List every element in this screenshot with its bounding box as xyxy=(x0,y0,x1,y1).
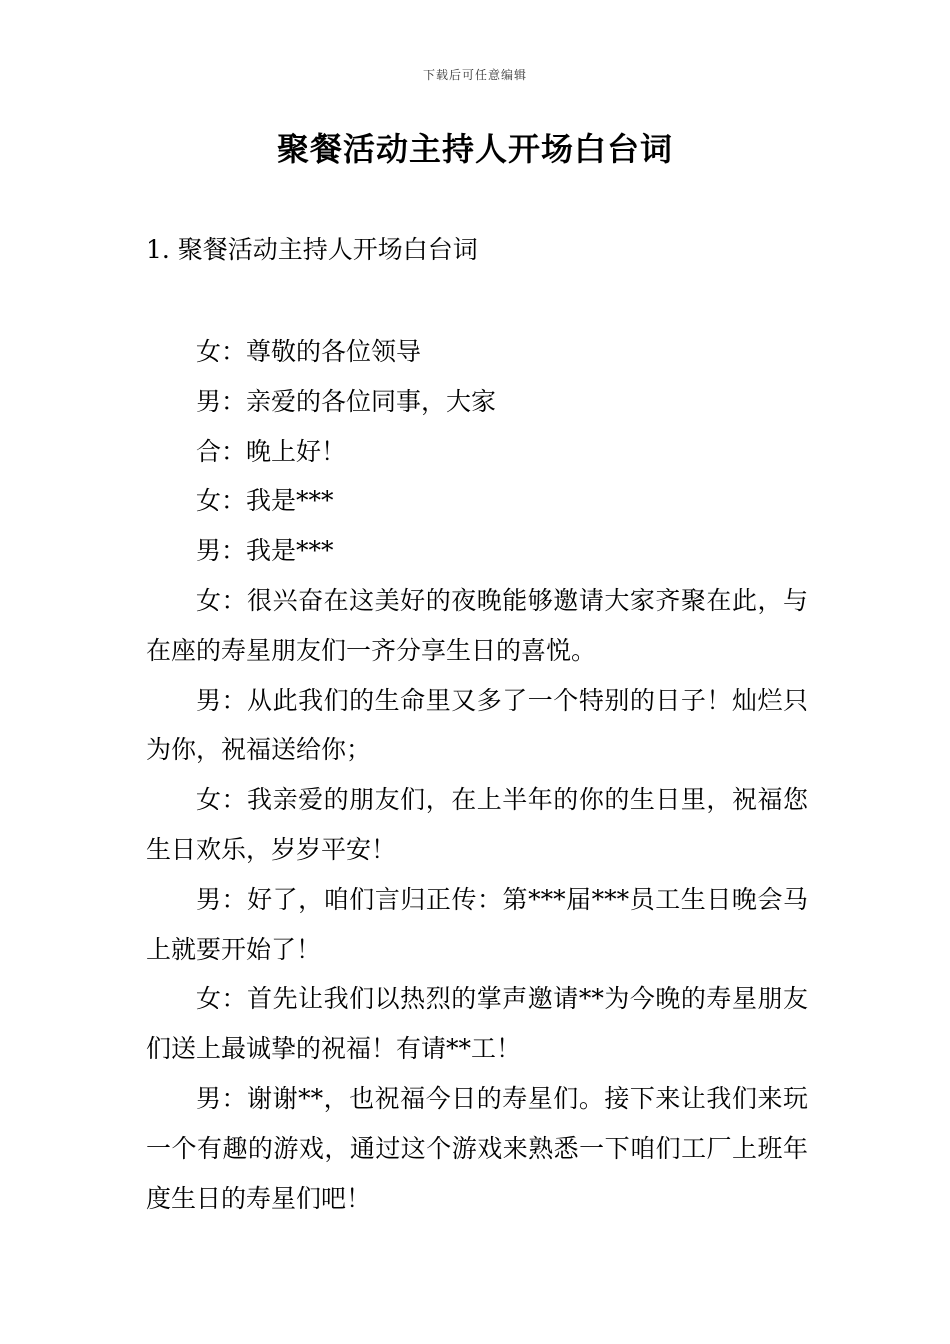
dialogue-line: 合：晚上好！ xyxy=(196,436,347,466)
dialogue-line: 女：首先让我们以热烈的掌声邀请**为今晚的寿星朋友们送上最诚挚的祝福！有请**工！ xyxy=(146,984,808,1064)
dialogue-line: 男：亲爱的各位同事，大家 xyxy=(196,386,497,416)
dialogue-line: 女：尊敬的各位领导 xyxy=(196,337,422,366)
dialogue-line: 女：我是*** xyxy=(196,486,334,516)
dialogue-line: 男：谢谢**，也祝福今日的寿星们。接下来让我们来玩一个有趣的游戏，通过这个游戏来熟悉一下咱们工厂上班年度生日的寿星们吧！ xyxy=(146,1083,808,1213)
document-body xyxy=(146,327,808,1223)
section-heading: 1. 聚餐活动主持人开场白台词 xyxy=(146,235,478,264)
dialogue-line: 女：我亲爱的朋友们，在上半年的你的生日里，祝福您生日欢乐，岁岁平安！ xyxy=(146,785,808,864)
dialogue-line: 男：从此我们的生命里又多了一个特别的日子！灿烂只为你，祝福送给你； xyxy=(146,685,808,765)
dialogue-line: 男：好了，咱们言归正传：第***届***员工生日晚会马上就要开始了！ xyxy=(146,884,808,964)
dialogue-line: 男：我是*** xyxy=(196,536,334,566)
header-note: 下载后可任意编辑 xyxy=(422,68,527,82)
dialogue-line: 女：很兴奋在这美好的夜晚能够邀请大家齐聚在此，与在座的寿星朋友们一齐分享生日的喜悦。 xyxy=(146,585,808,665)
page-title: 聚餐活动主持人开场白台词 xyxy=(276,130,673,168)
